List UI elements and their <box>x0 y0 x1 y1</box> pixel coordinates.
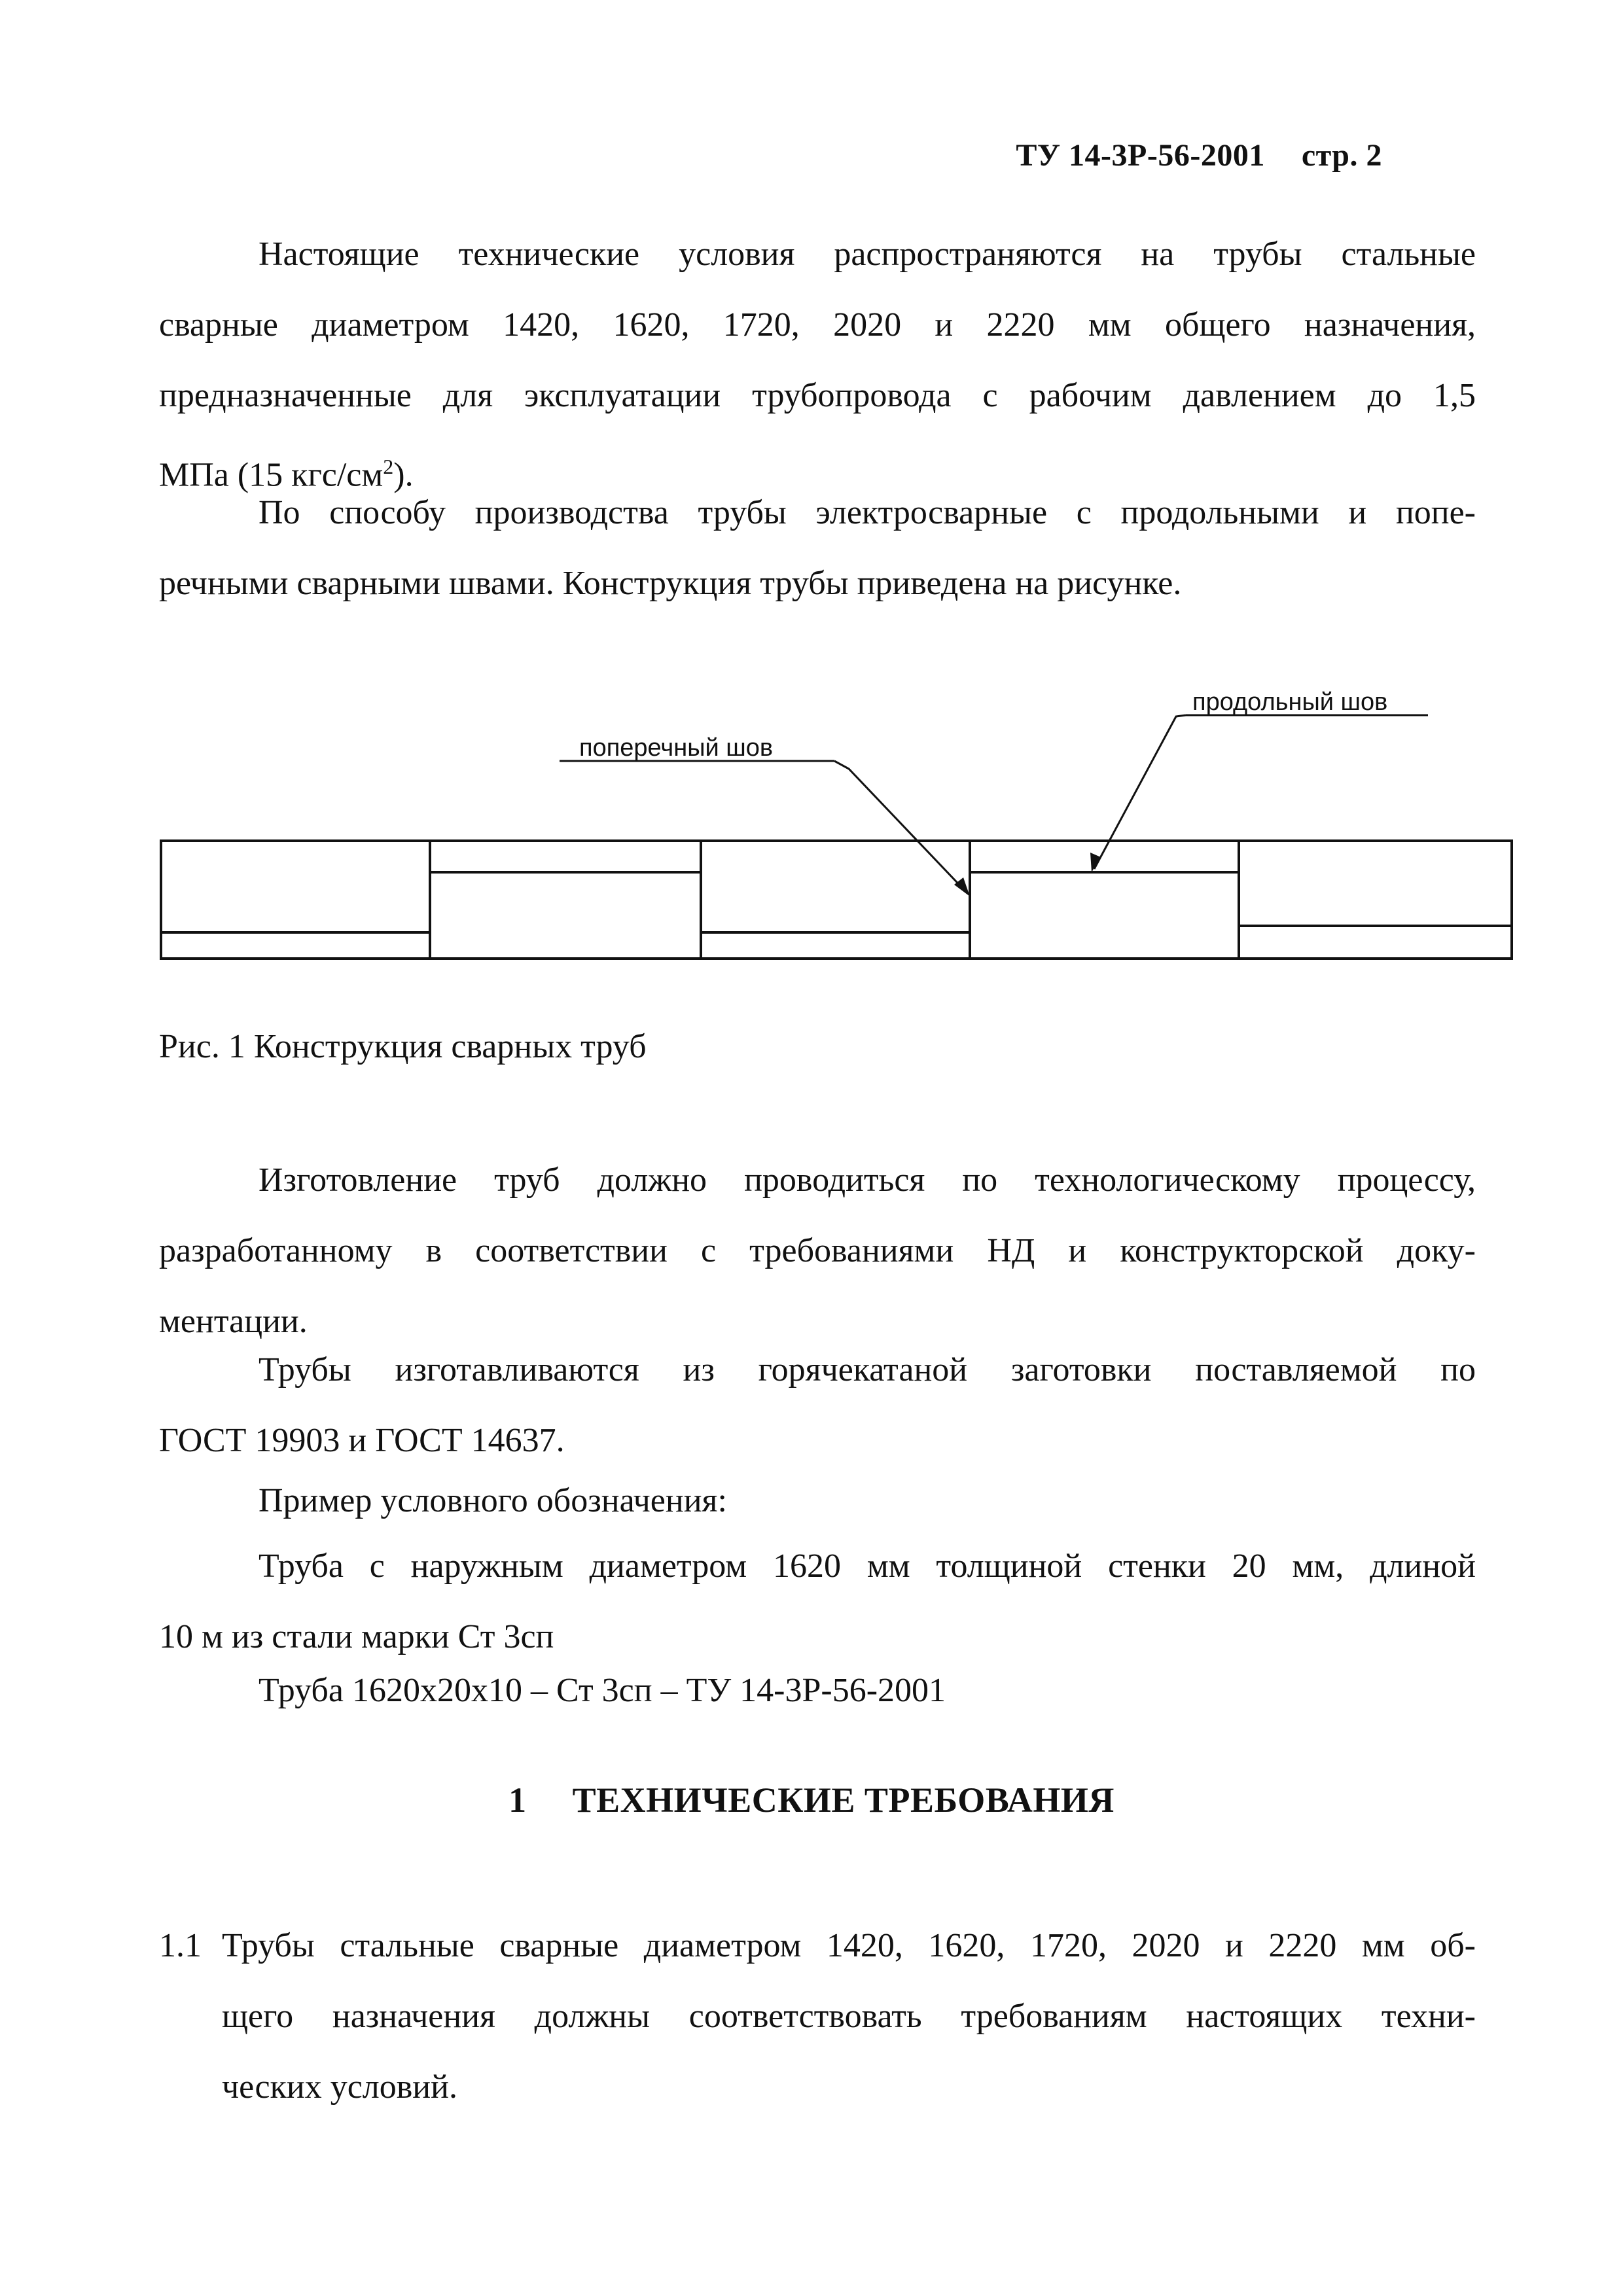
pressure-text-end: ). <box>393 456 414 494</box>
superscript: 2 <box>383 455 394 478</box>
paragraph-line-last: речными сварными швами. Конструкция трубы приведена на рисунке. <box>159 565 1182 602</box>
body-paragraph-5 <box>159 1466 1476 1536</box>
paragraph-line: предназначенные для эксплуатации трубопровода с рабочим давлением до 1,5 <box>159 377 1476 414</box>
paragraph-line-last: ческих условий. <box>222 2068 457 2106</box>
paragraph-line: Труба с наружным диаметром 1620 мм толщиной стенки 20 мм, длиной <box>259 1547 1476 1585</box>
pipe-construction-figure <box>0 0 1623 981</box>
section-title: ТЕХНИЧЕСКИЕ ТРЕБОВАНИЯ <box>572 1780 1115 1820</box>
page-number: стр. 2 <box>1301 138 1382 173</box>
paragraph-line: Изготовление труб должно проводиться по технологическому процессу, <box>259 1161 1476 1199</box>
arrow-head-icon <box>954 877 970 896</box>
paragraph-line: По способу производства трубы электросварные с продольными и попе- <box>259 494 1476 531</box>
transverse-seam-label: поперечный шов <box>579 734 774 762</box>
longitudinal-seam-leader <box>1094 715 1186 869</box>
section-heading <box>0 1780 1623 1820</box>
longitudinal-seam-label: продольный шов <box>1192 688 1388 716</box>
body-paragraph-4 <box>159 1335 1476 1476</box>
paragraph-line: Трубы изготавливаются из горячекатаной заготовки поставляемой по <box>259 1351 1476 1388</box>
paragraph-line-last: ГОСТ 19903 и ГОСТ 14637. <box>159 1422 565 1459</box>
arrow-head-icon <box>1090 853 1101 872</box>
transverse-seam-leader <box>834 761 967 893</box>
paragraph-line-last: 10 м из стали марки Ст 3сп <box>159 1618 554 1655</box>
clause-number: 1.1 <box>159 1927 202 1964</box>
paragraph-line: сварные диаметром 1420, 1620, 1720, 2020 и 2220 мм общего назначения, <box>159 306 1476 344</box>
body-paragraph-6 <box>159 1531 1476 1672</box>
paragraph-line: разработанному в соответствии с требованиями НД и конструкторской доку- <box>159 1232 1476 1269</box>
document-code: ТУ 14-3Р-56-2001 <box>1016 138 1265 173</box>
figure-caption: Рис. 1 Конструкция сварных труб <box>159 1028 647 1065</box>
clause-1-1 <box>159 1911 1476 2123</box>
body-paragraph-3 <box>159 1145 1476 1357</box>
paragraph-line: Трубы стальные сварные диаметром 1420, 1620, 1720, 2020 и 2220 мм об- <box>222 1927 1476 1964</box>
paragraph-line: щего назначения должны соответствовать требованиям настоящих техни- <box>222 1998 1476 2035</box>
clause-body <box>222 1911 1476 2123</box>
paragraph-line: Труба 1620х20х10 – Ст 3сп – ТУ 14-3Р-56-2001 <box>259 1672 946 1709</box>
paragraph-line-last: ментации. <box>159 1303 308 1340</box>
body-paragraph-7 <box>159 1655 1476 1726</box>
pipe-outline <box>161 841 1512 959</box>
pressure-text: МПа (15 кгс/см <box>159 456 383 494</box>
paragraph-line: Настоящие технические условия распространяются на трубы стальные <box>259 236 1476 273</box>
section-number: 1 <box>508 1780 527 1820</box>
paragraph-line: Пример условного обозначения: <box>259 1482 727 1519</box>
